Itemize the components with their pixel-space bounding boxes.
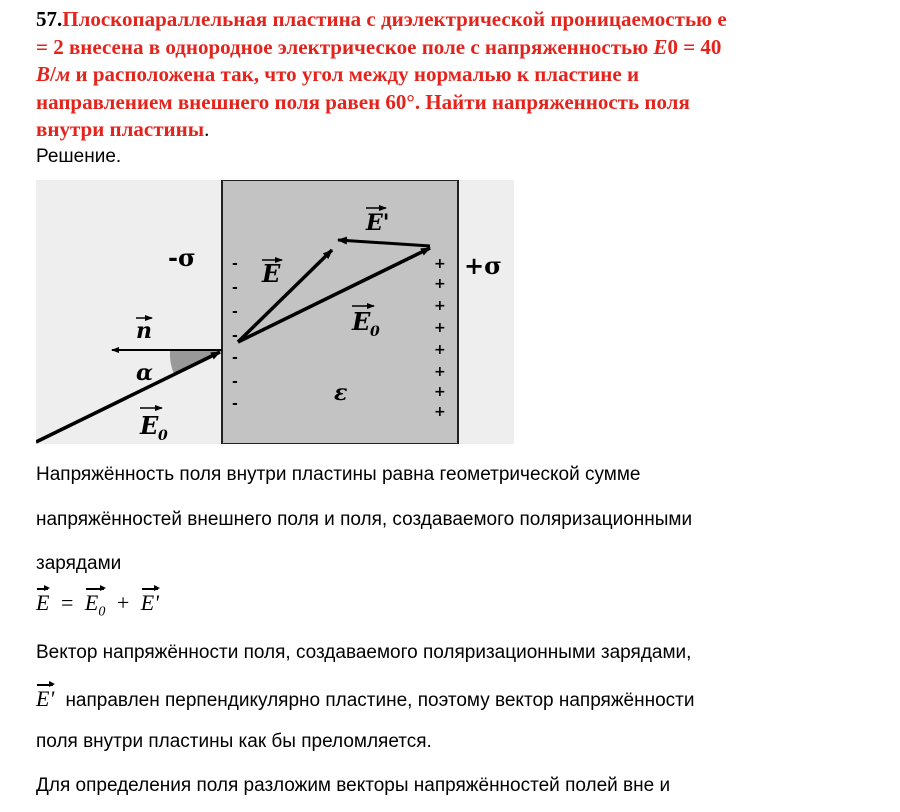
problem-text-1: Плоскопараллельная пластина с диэлектрической проницаемостью е — [62, 7, 727, 31]
inline-e-prime: E' — [36, 686, 55, 711]
minus-sigma-label: -σ — [168, 243, 196, 272]
minus-charge: - — [232, 350, 238, 366]
formula-term2: E' — [140, 590, 159, 615]
minus-charge: - — [232, 328, 238, 344]
minus-charge: - — [232, 374, 238, 390]
paragraph-1-line-2: напряжённостей внешнего поля и поля, создаваемого поляризационными — [36, 509, 693, 530]
problem-text-3: и расположена так, что угол между нормалью к пластине и — [70, 62, 640, 86]
plus-charge: + — [434, 342, 446, 358]
plus-sigma-label: +σ — [464, 251, 502, 280]
plus-charge: + — [434, 256, 446, 272]
formula-term1: $E_0$ — [84, 590, 106, 620]
plus-charge: + — [434, 298, 446, 314]
paragraph-2-line-3: поля внутри пластины как бы преломляется. — [36, 731, 432, 752]
minus-charge: - — [232, 304, 238, 320]
problem-text-4: направлением внешнего поля равен 60°. Найти напряженность поля — [36, 89, 690, 114]
label-e0-inner: E — [352, 307, 371, 336]
minus-charge: - — [232, 256, 238, 272]
paragraph-1-line-3: зарядами — [36, 553, 122, 574]
e0-symbol: E — [653, 34, 668, 59]
label-n: n — [136, 318, 152, 344]
problem-statement — [36, 6, 836, 144]
label-e0-inner-sub: 0 — [370, 324, 380, 340]
label-e-prime: E' — [366, 210, 390, 236]
paragraph-2-line-2-text: направлен перпендикулярно пластине, поэтому вектор напряжённости — [65, 690, 695, 711]
label-epsilon: ε — [334, 380, 348, 406]
minus-charge: - — [232, 280, 238, 296]
label-alpha: α — [136, 360, 153, 386]
label-e0-outer: E — [140, 411, 159, 440]
problem-period: . — [204, 117, 210, 141]
problem-text-5: внутри пластины — [36, 117, 205, 141]
plus-charge: + — [434, 404, 446, 420]
plus-charge: + — [434, 320, 446, 336]
problem-number: 57. — [36, 7, 63, 31]
formula-eq: = — [60, 590, 74, 615]
dielectric-plate-figure — [36, 180, 514, 444]
vector-sum-formula — [36, 590, 159, 620]
formula-lhs: E — [36, 590, 50, 615]
label-e: E — [262, 259, 281, 288]
solution-label: Решение. — [36, 146, 122, 167]
plus-charge: + — [434, 384, 446, 400]
paragraph-3-line-1: Для определения поля разложим векторы напряжённостей полей вне и — [36, 775, 671, 796]
minus-charge: - — [232, 396, 238, 412]
paragraph-2-line-1: Вектор напряжённости поля, создаваемого поляризационными зарядами, — [36, 642, 692, 663]
unit-slash: / — [50, 62, 56, 86]
paragraph-1-line-1: Напряжённость поля внутри пластины равна геометрической сумме — [36, 464, 641, 485]
paragraph-2-line-2 — [36, 686, 695, 712]
figure-svg — [36, 180, 514, 444]
problem-text-2: = 2 внесена в однородное электрическое поле с напряженностью — [36, 34, 654, 59]
plus-charge: + — [434, 364, 446, 380]
formula-plus: + — [116, 590, 130, 615]
e0-value: 0 = 40 — [667, 34, 722, 59]
unit-meter: м — [55, 62, 71, 86]
label-e0-outer-sub: 0 — [158, 428, 168, 444]
unit-volt: В — [36, 62, 51, 86]
plus-charge: + — [434, 276, 446, 292]
